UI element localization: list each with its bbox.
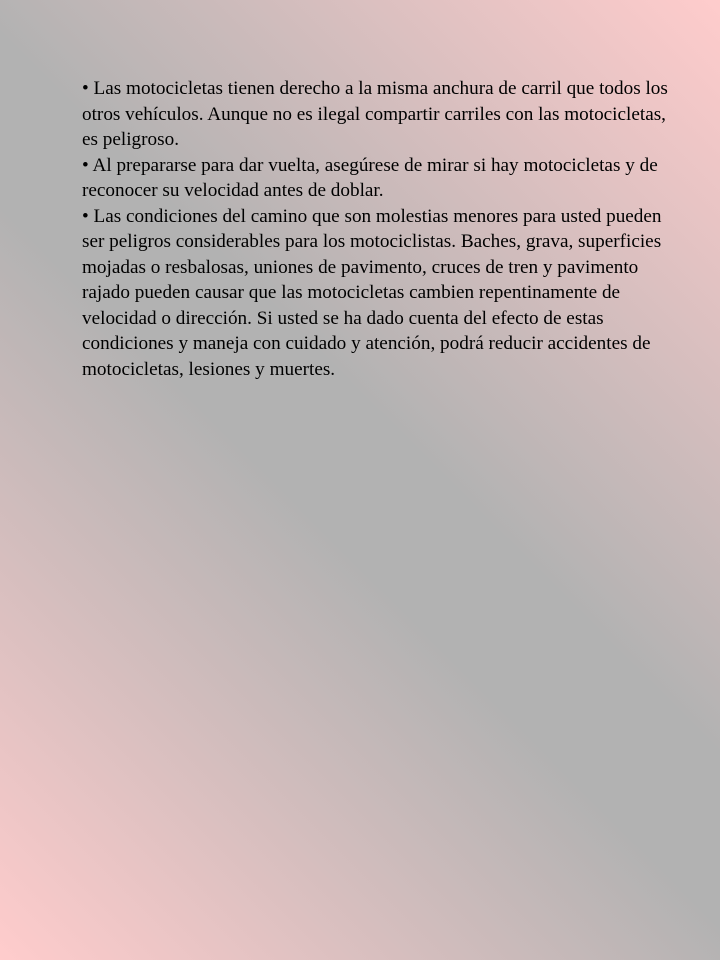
bullet-list [82, 76, 682, 382]
bullet-item-turning [82, 153, 682, 204]
bullet-item-lane-width [82, 76, 682, 153]
bullet-text: Las motocicletas tienen derecho a la misma anchura de carril que todos los otros vehículos. Aunque no es ilegal compartir carriles con las motocicletas, es peligroso. [82, 78, 668, 150]
bullet-text: Al prepararse para dar vuelta, asegúrese de mirar si hay motocicletas y de reconocer su velocidad antes de doblar. [82, 154, 658, 201]
bullet-icon: • [82, 78, 89, 99]
bullet-icon: • [82, 205, 89, 227]
bullet-text: Las condiciones del camino que son molestias menores para usted pueden ser peligros considerables para los motociclistas. Baches, grava, superficies mojadas o resbalosas, uniones de pavimento, cruces de tren y pavimento rajado pueden causar que las motocicletas cambien repentinamente de velocidad o dirección. Si usted se ha dado cuenta del efecto de estas condiciones y maneja con cuidado y atención, podrá reducir accidentes de motocicletas, lesiones y muertes. [82, 205, 662, 380]
bullet-icon: • [82, 154, 89, 176]
bullet-item-road-conditions [82, 204, 682, 383]
